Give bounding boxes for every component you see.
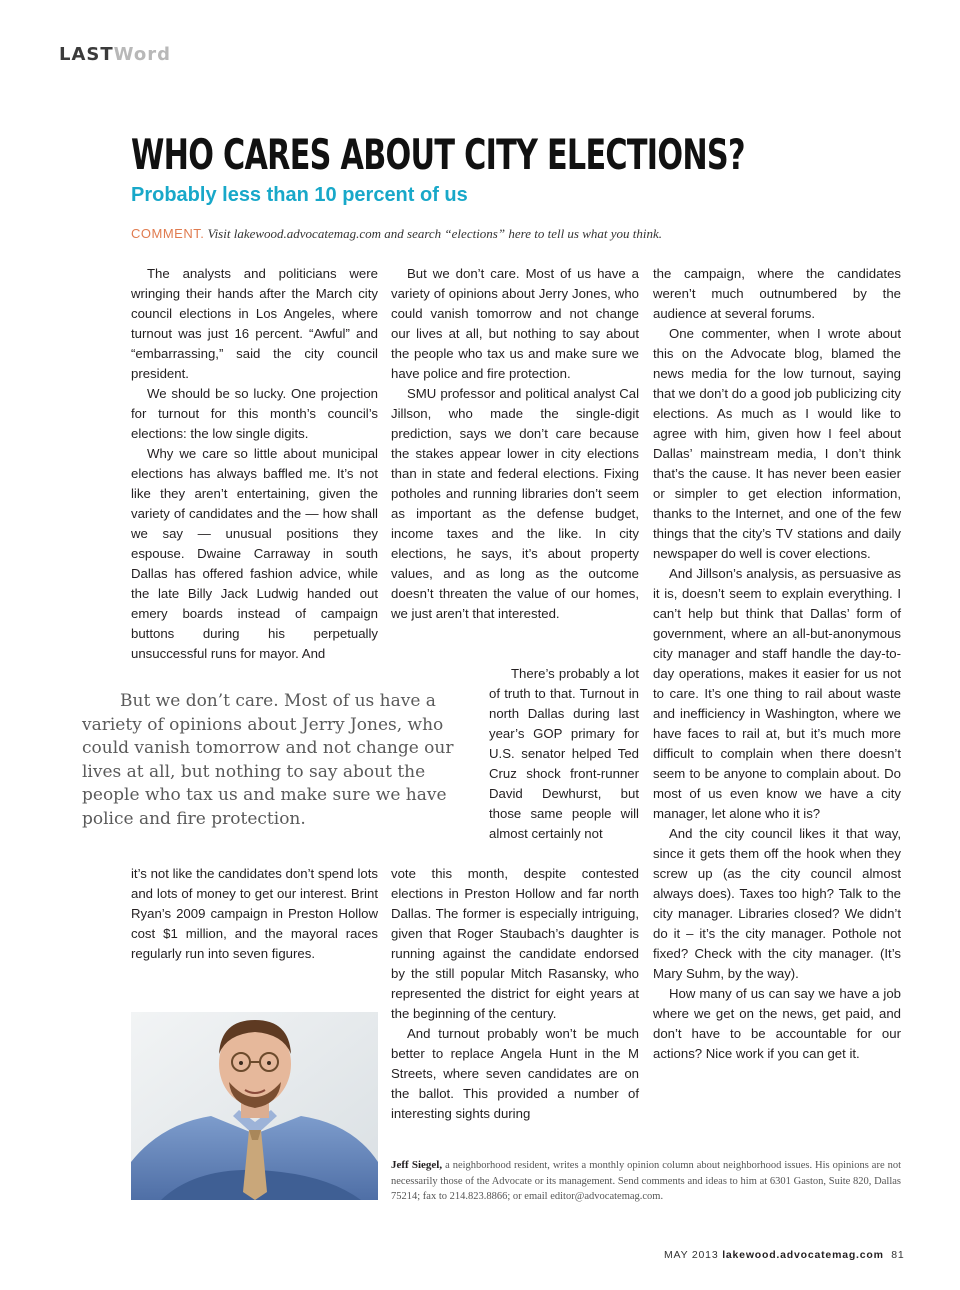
author-photo: [131, 1012, 378, 1200]
pull-quote-text: But we don’t care. Most of us have a variety of opinions about Jerry Jones, who could vanish tomorrow and not change our lives at all, but nothing to say about the people who tax us and make sure we have police and fire protection.: [82, 691, 454, 829]
column-2-narrow: [489, 664, 639, 844]
comment-tag: COMMENT.: [131, 226, 205, 241]
footer-issue: MAY 2013: [664, 1249, 719, 1261]
section-label-last: LAST: [59, 44, 114, 65]
body-paragraph: it’s not like the candidates don’t spend lots and lots of money to get our interest. Brint Ryan’s 2009 campaign in Preston Hollow cost $1 million, and the mayoral races regularly run into seven figures.: [131, 866, 378, 961]
column-2-continued: [391, 864, 639, 1124]
body-paragraph: SMU professor and political analyst Cal Jillson, who made the single-digit prediction, says we don’t care because the stakes appear lower in city elections than in state and federal elections. Fixing potholes and running libraries don’t seem as important as the defense budget, income taxes and the like. In city elections, he says, it’s about property values, and as long as the outcome doesn’t threaten the value of our homes, we just aren’t that interested.: [391, 386, 639, 621]
subhead: Probably less than 10 percent of us: [131, 184, 468, 206]
author-name: Jeff Siegel,: [391, 1159, 443, 1171]
column-1-continued: [131, 864, 378, 964]
page-number: 81: [891, 1249, 905, 1261]
comment-text-b: to tell us what you think.: [534, 226, 663, 241]
body-paragraph: vote this month, despite contested elections in Preston Hollow and far north Dallas. The former is especially intriguing, given that Roger Staubach’s daughter is running against the candidate endorsed by the still popular Mitch Rasansky, who represented the district for eight years at the beginning of the century.: [391, 866, 639, 1021]
body-paragraph: There’s probably a lot of truth to that. Turnout in north Dallas during last year’s GOP primary for U.S. senator helped Ted Cruz shock front-runner David Dewhurst, but those same people will almost certainly not: [489, 666, 639, 841]
author-bio: [391, 1158, 901, 1205]
body-paragraph: How many of us can say we have a job where we get on the news, get paid, and don’t have to be accountable for our actions? Nice work if you can get it.: [653, 986, 901, 1061]
page-footer: [664, 1249, 905, 1261]
comment-line: [131, 226, 851, 242]
author-portrait-image: [131, 1012, 378, 1200]
body-paragraph: And the city council likes it that way, since it gets them off the hook when they screw up (as the city council almost always does). Taxes too high? Talk to the city manager. Libraries closed? We didn’t do it – it’s the city manager. Pothole not fixed? Check with the city manager. (It’s Mary Suhm, by the way).: [653, 826, 901, 981]
body-paragraph: But we don’t care. Most of us have a variety of opinions about Jerry Jones, who could vanish tomorrow and not change our lives at all, but nothing to say about the people who tax us and make sure we have police and fire protection.: [391, 266, 639, 381]
body-paragraph: One commenter, when I wrote about this on the Advocate blog, blamed the news media for the low turnout, saying that we don’t do a good job publicizing city elections. As much as I would like to agree with him, given how I feel about Dallas’ mainstream media, I don’t think that’s the cause. It has never been easier or simpler to get election information, thanks to the Internet, and one of the few things that the city’s TV stations and daily newspaper do well is cover elections.: [653, 326, 901, 561]
column-3: [653, 264, 901, 1064]
body-paragraph: We should be so lucky. One projection for turnout for this month’s council’s elections: the low single digits.: [131, 386, 378, 441]
column-2: [391, 264, 639, 624]
pull-quote: [82, 690, 457, 831]
headline: WHO CARES ABOUT CITY ELECTIONS?: [131, 130, 745, 179]
footer-site: lakewood.advocatemag.com: [722, 1249, 884, 1261]
body-paragraph: The analysts and politicians were wringing their hands after the March city council elections in Los Angeles, where turnout was just 16 percent. “Awful” and “embarrassing,” said the city council president.: [131, 266, 378, 381]
body-paragraph: Why we care so little about municipal elections has always baffled me. It’s not like they aren’t entertaining, given the variety of candidates and the — how shall we say — unusual positions they espouse. Dwaine Carraway in south Dallas has offered fashion advice, while the late Billy Jack Ludwig handed out emery boards instead of campaign buttons during his perpetually unsuccessful runs for mayor. And: [131, 446, 378, 661]
section-label: [59, 44, 171, 65]
section-label-word: Word: [113, 44, 171, 65]
comment-text-a: Visit lakewood.advocatemag.com and search “elections” here: [207, 226, 531, 241]
column-1: [131, 264, 378, 664]
body-paragraph: And turnout probably won’t be much better to replace Angela Hunt in the M Streets, where seven candidates are on the ballot. This provided a number of interesting sights during: [391, 1026, 639, 1121]
body-paragraph: And Jillson’s analysis, as persuasive as it is, doesn’t seem to explain everything. I can’t help but think that Dallas’ form of government, where an all-but-anonymous city manager and staff handle the day-to-day operations, makes it easier for us not to care. It’s one thing to rail about waste and inefficiency in Washington, where we have faces to rail at, but it’s much more difficult to complain when there doesn’t seem to be anyone to complain about. Do most of us even know we have a city manager, let alone who it is?: [653, 566, 901, 821]
body-paragraph: the campaign, where the candidates weren’t much outnumbered by the audience at several forums.: [653, 266, 901, 321]
author-bio-text: a neighborhood resident, writes a monthly opinion column about neighborhood issues. His opinions are not necessarily those of the Advocate or its management. Send comments and ideas to him at 6301 Gaston, Suite 820, Dallas 75214; fax to 214.823.8866; or email editor@advocatemag.com.: [391, 1160, 902, 1202]
